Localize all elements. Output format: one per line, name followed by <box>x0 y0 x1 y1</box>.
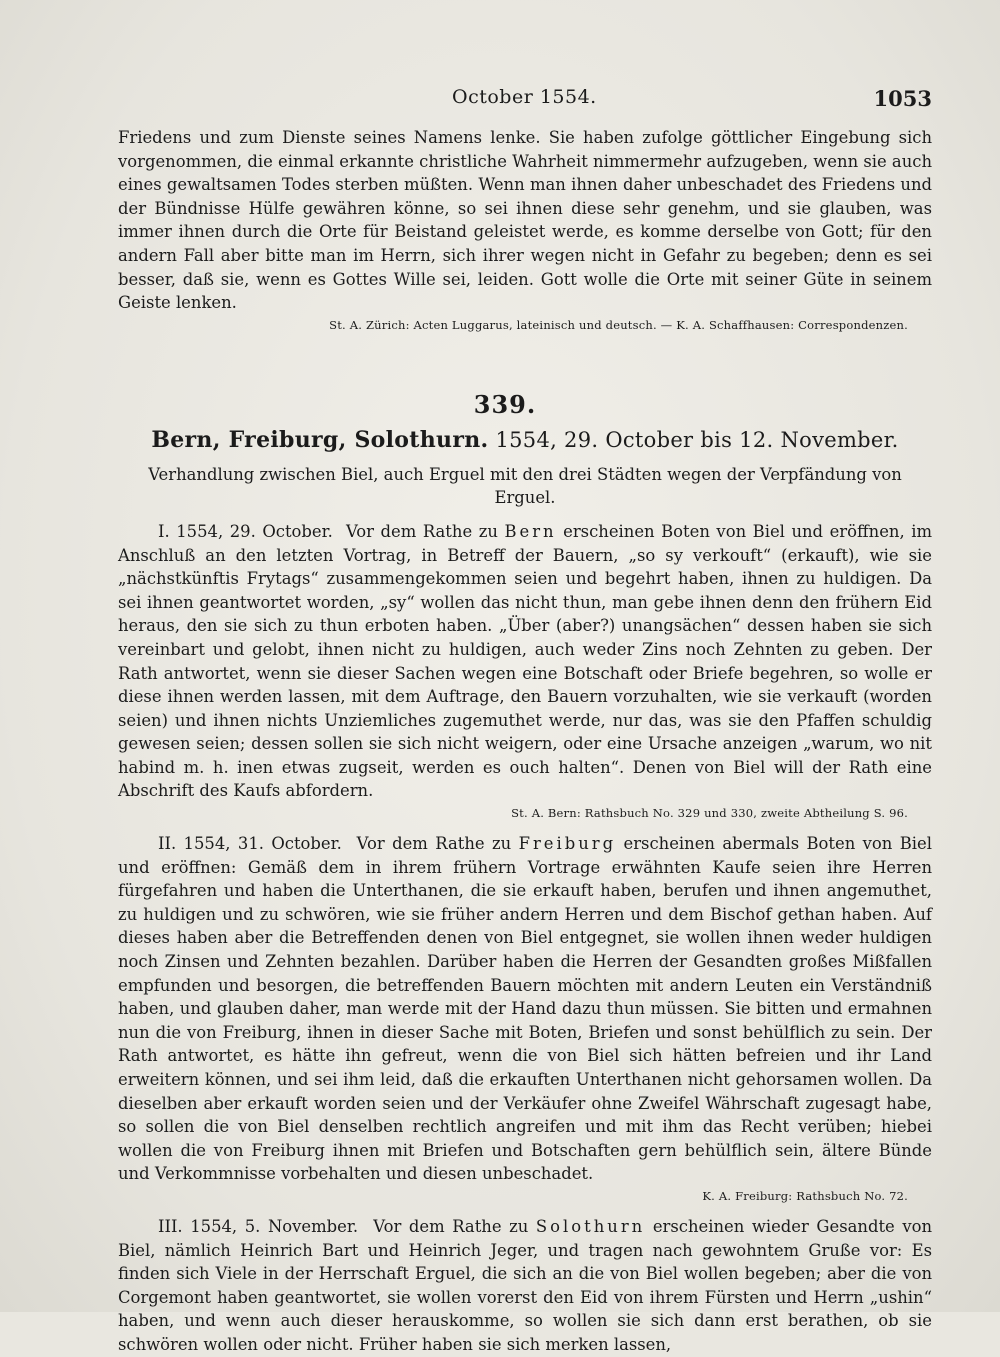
section-2 <box>118 832 932 1205</box>
page-header <box>118 86 932 116</box>
document-number: 339. <box>473 389 537 419</box>
section-pre: Vor dem Rathe zu <box>356 834 519 854</box>
section-place: Bern <box>504 521 557 541</box>
section-paragraph <box>118 1215 932 1357</box>
section-lead: II. 1554, 31. October. <box>158 834 342 854</box>
section-1 <box>118 520 932 822</box>
section-place: Freiburg <box>518 834 617 854</box>
section-pre: Vor dem Rathe zu <box>373 1216 536 1236</box>
section-text: erscheinen abermals Boten von Biel und eröffnen: Gemäß dem in ihrem frühern Vortrage erwähnten Kaufe seien ihre Herren fürgefahren und haben die Unterthanen, die sie erkauft haben, berufen und ihnen angemuthet, zu huldigen und zu schwören, wie sie früher andern Herren und dem Bischof gethan haben. Auf dieses haben aber die Betreffenden denen von Biel entgegnet, sie wollen ihnen weder huldigen noch Zinsen und Zehnten bezahlen. Darüber haben die Herren der Gesandten großes Mißfallen empfunden und besorgen, die betreffenden Bauern möchten mit andern Leuten ein Verständniß haben, und glauben daher, man werde mit der Hand dazu thun müssen. Sie bitten und ermahnen nun die von Freiburg, ihnen in dieser Sache mit Boten, Briefen und sonst behülflich zu sein. Der Rath antwortet, es hätte ihn gefreut, wenn die von Biel sich hätten befreien und ihr Land erweitern können, und sei ihm leid, daß die erkauften Unterthanen nicht gehorsamen wollen. Da dieselben aber erkauft worden seien und der Verkäufer ohne Zweifel Währschaft zugesagt habe, so sollen die von Biel denselben rechtlich angreifen und mit ihm das Recht verüben; hiebei wollen die von Freiburg ihnen mit Briefen und Botschaften gern behülflich sein, ältere Bünde und Verkommnisse vorbehalten und diesen unbeschadet. <box>118 834 932 1184</box>
document-title <box>118 427 932 453</box>
continuation-paragraph: Friedens und zum Dienste seines Namens lenke. Sie haben zufolge göttlicher Eingebung sich vorgenommen, die einmal erkannte christliche Wahrheit nimmermehr aufzugeben, wenn sie auch eines gewaltsamen Todes sterben müßten. Wenn man ihnen daher unbeschadet des Friedens und der Bündnisse Hülfe gewähren könne, so sei ihnen diese sehr genehm, und sie glauben, was immer ihnen durch die Orte für Beistand geleistet werde, es komme derselbe von Gott; für den andern Fall aber bitte man im Herrn, sich ihrer wegen nicht in Gefahr zu begeben; denn es sei besser, daß sie, wenn es Gottes Wille sei, leiden. Gott wolle die Orte mit seiner Güte in seinem Geiste lenken. <box>118 128 932 313</box>
section-pre: Vor dem Rathe zu <box>345 521 505 541</box>
section-3 <box>118 1215 932 1357</box>
page-content <box>118 126 932 1357</box>
section-lead: III. 1554, 5. November. <box>158 1216 359 1236</box>
section-lead: I. 1554, 29. October. <box>158 521 333 541</box>
document-date: 1554, 29. October bis 12. November. <box>488 427 899 452</box>
source-citation: St. A. Bern: Rathsbuch No. 329 und 330, zweite Abtheilung S. 96. <box>511 806 908 821</box>
section-paragraph <box>118 832 932 1186</box>
document-places: Bern, Freiburg, Solothurn. <box>151 426 489 453</box>
section-text: erscheinen wieder Gesandte von Biel, nämlich Heinrich Bart und Heinrich Jeger, und tragen nach gewohntem Gruße vor: Es finden sich Viele in der Herrschaft Erguel, die sich an die von Biel wollen begeben; aber die von Corgemont haben geantwortet, sie wollen vorerst den Eid von ihrem Fürsten und Herrn „ushin“ haben, und wenn auch dieser herauskomme, so wollen sie sich dann erst berathen, ob sie schwören wollen oder nicht. Früher haben sie sich merken lassen, <box>118 1216 933 1354</box>
section-text: erscheinen Boten von Biel und eröffnen, im Anschluß an den letzten Vortrag, in Betreff der Bauern, „so sy verkouft“ (erkauft), wie sie „nächstkünftis Frytags“ zusammengekommen seien und begehrt haben, ihnen zu huldigen. Da sei ihnen geantwortet worden, „sy“ wollen das nicht thun, man gebe ihnen denn den frühern Eid heraus, den sie sich zu thun erboten haben. „Über (aber?) unangsächen“ dessen haben sie sich vereinbart und gelobt, ihnen nicht zu huldigen, auch weder Zins noch Zehnten zu geben. Der Rath antwortet, wenn sie dieser Sachen wegen eine Botschaft oder Briefe begehren, so wolle er diese ihnen werden lassen, mit dem Auftrage, den Bauern vorzuhalten, wie sie verkauft (worden seien) und ihnen nichts Unziemliches zugemuthet werde, nur das, was sie den Pfaffen schuldig gewesen seien; dessen sollen sie sich nicht weigern, oder eine Ursache anzeigen „warum, wo nit habind m. h. inen etwas zugseit, werden es ouch halten“. Denen von Biel will der Rath eine Abschrift des Kaufs abfordern. <box>118 521 933 801</box>
document-summary: Verhandlung zwischen Biel, auch Erguel mit den drei Städten wegen der Verpfändung von Erguel. <box>148 464 902 508</box>
source-citation: St. A. Zürich: Acten Luggarus, lateinisch und deutsch. — K. A. Schaffhausen: Correspondenzen. <box>329 317 908 332</box>
section-paragraph <box>118 520 932 803</box>
source-citation: K. A. Freiburg: Rathsbuch No. 72. <box>702 1188 908 1203</box>
running-title: October 1554. <box>452 86 597 108</box>
section-place: Solothurn <box>535 1216 646 1236</box>
page-number: 1053 <box>873 86 932 111</box>
